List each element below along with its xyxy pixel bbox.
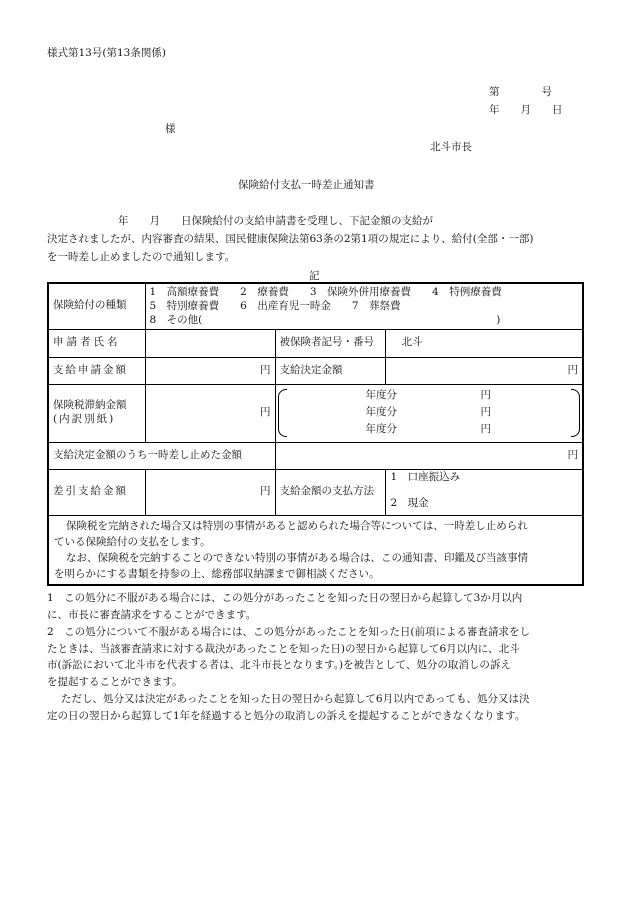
- right-bracket: [571, 389, 580, 437]
- notice-line-4: を明らかにする書類を持参の上、総務部収納課まで御相談ください。: [54, 567, 380, 580]
- arrears-label-line-1: 保険税滞納金額: [53, 399, 127, 412]
- applicant-value: [145, 329, 275, 357]
- suspended-amount-yen: 円: [275, 442, 583, 469]
- arrears-breakdown: [275, 384, 583, 442]
- applied-amount-label: 支給申請金額: [48, 357, 145, 384]
- applied-amount-yen: 円: [145, 357, 275, 384]
- footnote-1: [47, 590, 587, 623]
- benefit-table: [47, 282, 584, 586]
- footnotes: [47, 590, 587, 724]
- benefit-types-row-2: 5 特別療養費 6 出産育児一時金 7 葬祭費: [149, 300, 401, 313]
- decided-amount-yen: 円: [385, 357, 583, 384]
- footnote-2-line-a: 2 この処分について不服がある場合には、この処分があったことを知った日(前項による審査請求をし: [47, 626, 530, 638]
- decided-amount-label: 支給決定金額: [275, 357, 385, 384]
- suspended-amount-label: 支給決定金額のうち一時差し止めた金額: [48, 442, 275, 469]
- footnote-2-line-c: 市(訴訟において北斗市を代表する者は、北斗市長となります。)を被告として、処分の取消しの訴え: [47, 659, 511, 671]
- net-amount-yen: 円: [145, 469, 275, 515]
- arrears-row: [48, 384, 583, 442]
- form-number: 様式第13号(第13条関係): [47, 47, 166, 59]
- net-amount-row: [48, 469, 583, 515]
- arrears-yen: 円: [145, 384, 275, 442]
- benefit-types-row-1: 1 高額療養費 2 療養費 3 保険外併用療養費 4 特例療養費: [149, 286, 502, 299]
- footnote-proviso: [47, 691, 587, 724]
- footnote-2-line-b: たときは、当該審査請求に対する裁決があったことを知った日)の翌日から起算して6月以内に、北斗: [47, 642, 520, 655]
- fiscal-year-1-yen: 円: [480, 389, 491, 401]
- fiscal-year-2: 年度分: [365, 406, 397, 418]
- benefit-type-label: 保険給付の種類: [48, 283, 145, 329]
- applied-amount-row: [48, 357, 583, 384]
- intro-line-1: 年 月 日保険給付の支給申請書を受理し、下記金額の支給が: [118, 215, 433, 227]
- notice-line-3: なお、保険税を完納することのできない特別の事情がある場合は、この通知書、印鑑及び当該事情: [66, 551, 528, 564]
- notice-line-1: 保険税を完納された場合又は特別の事情があると認められた場合等については、一時差し止められ: [66, 519, 528, 532]
- benefit-types-row-3: 8 その他( ): [149, 314, 501, 327]
- payment-method-transfer: 1 口座振込み: [390, 471, 461, 483]
- insured-no-label: 被保険者記号・番号: [275, 329, 385, 357]
- net-amount-label: 差引支給金額: [48, 469, 145, 515]
- notice-text: [48, 515, 583, 585]
- payment-method-cash: 2 現金: [390, 497, 429, 509]
- payment-method-options: [385, 469, 583, 515]
- document-title: 保険給付支払一時差止通知書: [238, 179, 375, 191]
- fiscal-year-3-yen: 円: [480, 423, 491, 435]
- applicant-label: 申請者氏名: [48, 329, 145, 357]
- issue-date: 年 月 日: [489, 104, 563, 116]
- footnote-proviso-line-b: 定の日の翌日から起算して1年を経過すると処分の取消しの訴えを提起することができなくなります。: [47, 709, 526, 722]
- addressee-suffix: 様: [165, 123, 176, 135]
- notice-row: [48, 515, 583, 585]
- fiscal-year-2-yen: 円: [480, 406, 491, 418]
- benefit-type-row: [48, 283, 583, 329]
- footnote-2-line-d: を提起することができます。: [47, 675, 183, 688]
- footnote-1-line-a: 1 この処分に不服がある場合には、この処分があったことを知った日の翌日から起算して3か月以内: [47, 592, 523, 604]
- arrears-label-line-2: (内訳別紙): [53, 413, 116, 425]
- footnote-1-line-b: に、市長に審査請求をすることができます。: [47, 608, 257, 621]
- document-number: 第 号: [489, 86, 552, 98]
- fiscal-year-1: 年度分: [365, 389, 397, 401]
- left-bracket: [278, 389, 287, 437]
- notice-line-2: ている保険給付の支払をします。: [54, 535, 211, 548]
- suspended-amount-row: [48, 442, 583, 469]
- arrears-label: [48, 384, 145, 442]
- ki-heading: 記: [309, 270, 320, 282]
- fiscal-year-3: 年度分: [365, 423, 397, 435]
- issuer-name: 北斗市長: [430, 141, 472, 153]
- footnote-2: [47, 624, 587, 690]
- applicant-row: [48, 329, 583, 357]
- payment-method-label: 支給金額の支払方法: [275, 469, 385, 515]
- benefit-type-options: [145, 283, 583, 329]
- intro-line-2: 決定されましたが、内容審査の結果、国民健康保険法第63条の2第1項の規定により、給付(全部・一部): [47, 233, 534, 245]
- intro-line-3: を一時差し止めましたので通知します。: [47, 251, 236, 263]
- footnote-proviso-line-a: ただし、処分又は決定があったことを知った日の翌日から起算して6月以内であっても、処分又は決: [61, 693, 530, 705]
- insured-no-value: 北斗: [385, 329, 583, 357]
